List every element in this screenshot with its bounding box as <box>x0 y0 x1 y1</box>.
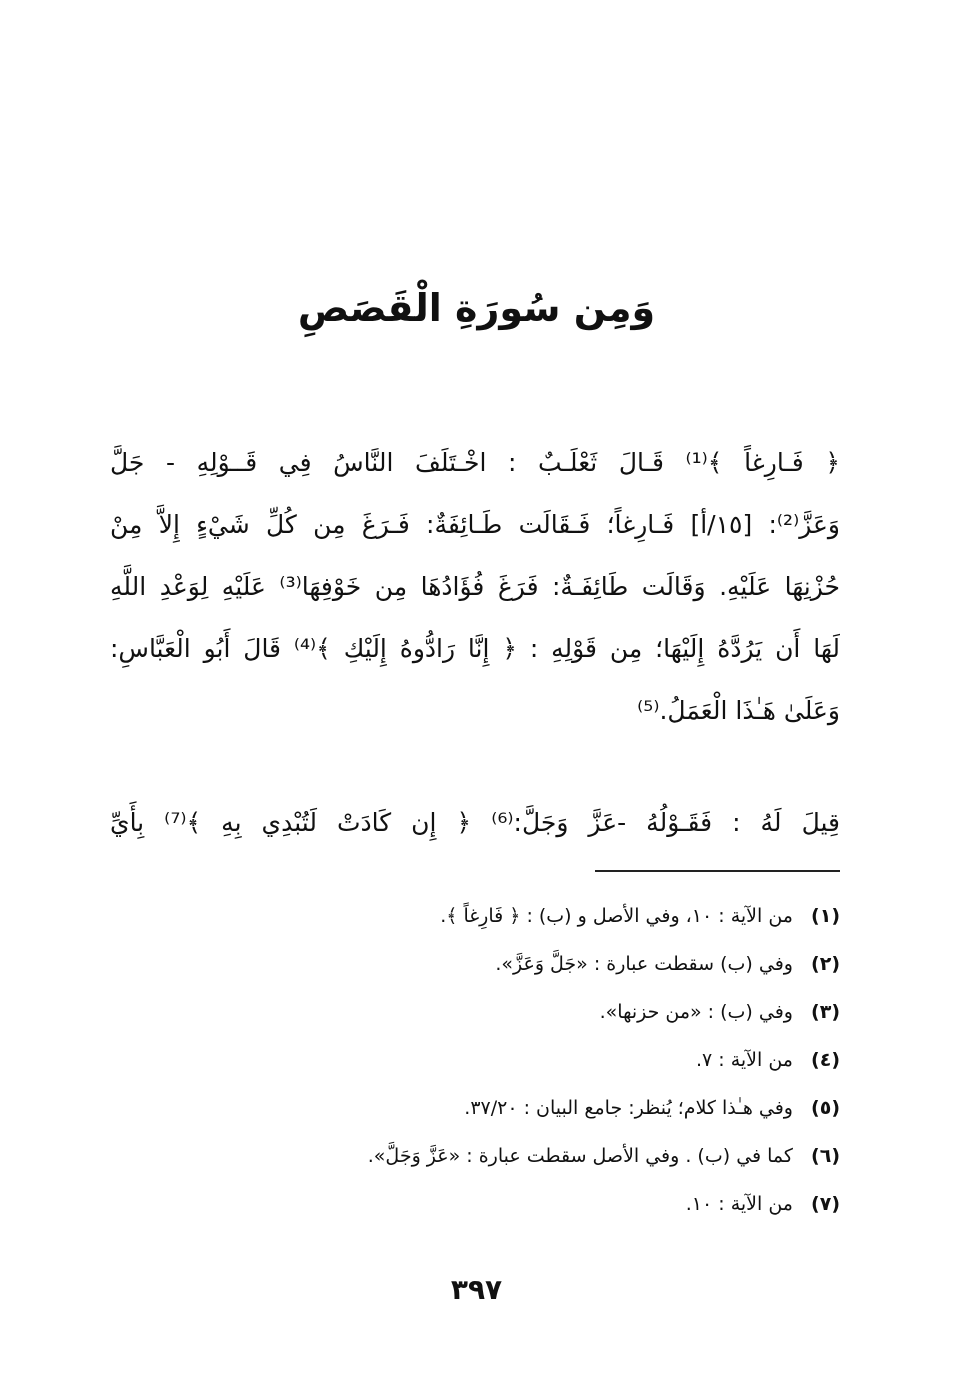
footnote-item <box>240 1132 840 1180</box>
footnote-item <box>240 988 840 1036</box>
footnote-item <box>240 1180 840 1228</box>
body-line: لَهَا أَن يَرُدَّهُ إِلَيْهَا؛ مِن قَوْلِهِ : ﴿ إِنَّا رَادُّوهُ إِلَيْكِ ﴾⁽⁴⁾ قَالَ أَبُو الْعَبَّاسِ: <box>110 634 840 663</box>
body-line: ﴿ فَـارِغاً ﴾⁽¹⁾ قَـالَ ثَعْلَـبٌ : اخْـتَلَفَ النَّاسُ فِي قَــوْلِهِ - جَلَّ <box>110 448 840 477</box>
footnote-number: (٧) <box>811 1193 840 1215</box>
footnote-divider <box>595 870 840 872</box>
footnote-item <box>240 1084 840 1132</box>
footnote-number: (٦) <box>811 1145 840 1167</box>
footnote-item <box>240 1036 840 1084</box>
body-line: قِيلَ لَهُ : فَقَـوْلُهُ -عَزَّ وَجَلَّ:⁽⁶⁾ ﴿ إِن كَادَتْ لَتُبْدِي بِهِ ﴾⁽⁷⁾ بِأَيِّ <box>110 808 840 837</box>
footnote-text: من الآية : ٧. <box>695 1049 793 1071</box>
footnote-text: من الآية : ١٠. <box>685 1193 793 1215</box>
footnote-number: (١) <box>811 905 840 927</box>
footnote-text: من الآية : ١٠، وفي الأصل و (ب) : ﴿ فَارِغاً ﴾. <box>440 905 793 927</box>
footnote-item <box>240 940 840 988</box>
page-number: ٣٩٧ <box>450 1273 503 1306</box>
footnote-text: وفي (ب) : «من حزنها». <box>599 1001 793 1023</box>
second-paragraph <box>110 792 840 854</box>
footnote-number: (٢) <box>811 953 840 975</box>
chapter-title: وَمِن سُورَةِ الْقَصَصِ <box>297 286 656 330</box>
footnote-item <box>240 892 840 940</box>
body-line: وَعَزَّ⁽²⁾: [١٥/أ] فَـارِغاً؛ فَـقَالَت طَـائِفَةٌ: فَـرَغَ مِن كُلِّ شَيْءٍ إِلاَّ مِنْ <box>110 510 840 539</box>
body-line: حُزْنِهَا عَلَيْهِ. وَقَالَت طَائِفَـةٌ: فَرَغَ فُؤَادُهَا مِن خَوْفِهَا⁽³⁾ عَلَيْهِ لِوَعْدِ اللَّهِ <box>110 572 840 601</box>
footnote-text: وفي (ب) سقطت عبارة : «جَلَّ وَعَزَّ». <box>495 953 793 975</box>
footnote-text: وفي هـٰذا كلام؛ يُنظر: جامع البيان : ٣٧/٢٠. <box>464 1097 793 1119</box>
body-line: وَعَلَىٰ هَـٰذَا الْعَمَلُ.⁽⁵⁾ <box>637 696 840 725</box>
footnote-number: (٣) <box>811 1001 840 1023</box>
footnotes <box>240 892 840 1228</box>
footnote-number: (٥) <box>811 1097 840 1119</box>
footnote-number: (٤) <box>811 1049 840 1071</box>
footnote-text: كما في (ب) . وفي الأصل سقطت عبارة : «عَزَّ وَجَلَّ». <box>367 1145 793 1167</box>
main-paragraph <box>110 432 840 742</box>
